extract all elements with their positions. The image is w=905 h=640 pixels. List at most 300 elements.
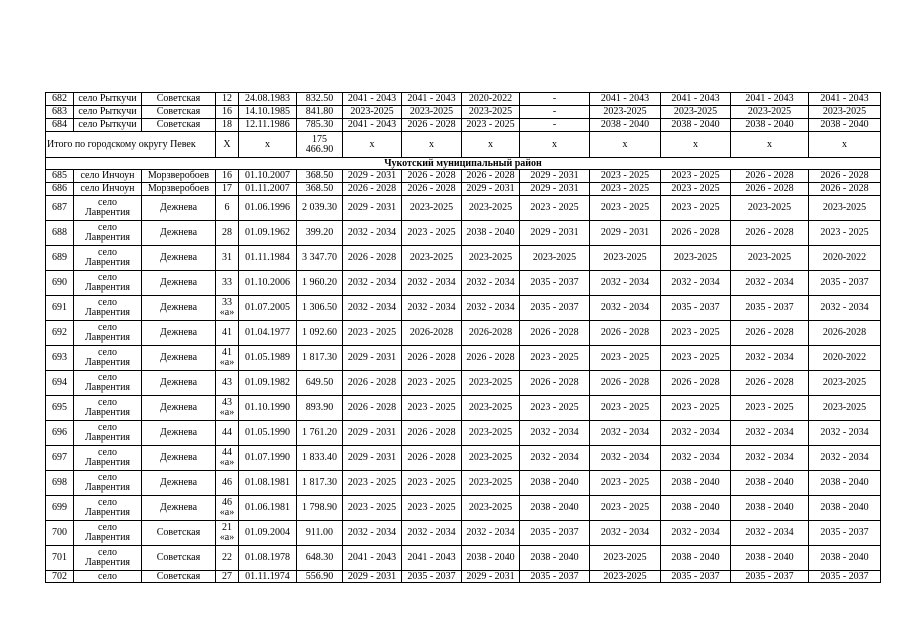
house-cell: 44 «а» [216, 446, 239, 471]
table-body [46, 93, 881, 583]
area-cell: 1 960.20 [297, 271, 343, 296]
house-cell: 6 [216, 196, 239, 221]
period-cell: 2038 - 2040 [809, 471, 881, 496]
period-cell: 2041 - 2043 [809, 93, 881, 106]
row-number: 683 [46, 106, 74, 119]
house-cell: 22 [216, 546, 239, 571]
period-cell: 2029 - 2031 [520, 183, 590, 196]
period-cell: 2023-2025 [590, 546, 661, 571]
period-cell: 2032 - 2034 [590, 271, 661, 296]
area-cell: 893.90 [297, 396, 343, 421]
period-cell: 2026 - 2028 [520, 371, 590, 396]
street-cell: Дежнева [142, 496, 216, 521]
period-cell: 2038 - 2040 [520, 496, 590, 521]
total-x-mark: х [661, 132, 731, 158]
date-cell: 01.09.1962 [239, 221, 297, 246]
period-cell: 2023-2025 [661, 246, 731, 271]
period-cell: 2026 - 2028 [462, 170, 520, 183]
house-cell: 28 [216, 221, 239, 246]
street-cell: Дежнева [142, 421, 216, 446]
table-row [46, 106, 881, 119]
street-cell: Морзверобоев [142, 170, 216, 183]
table-row [46, 93, 881, 106]
period-cell: 2032 - 2034 [462, 271, 520, 296]
period-cell: 2023-2025 [731, 196, 809, 221]
date-cell: 01.09.2004 [239, 521, 297, 546]
date-cell: 01.06.1981 [239, 496, 297, 521]
street-cell: Дежнева [142, 321, 216, 346]
period-cell: 2020-2022 [809, 346, 881, 371]
period-cell: 2029 - 2031 [462, 183, 520, 196]
period-cell: 2032 - 2034 [731, 271, 809, 296]
period-cell: 2041 - 2043 [731, 93, 809, 106]
period-cell: 2032 - 2034 [402, 521, 462, 546]
repair-schedule-table [45, 92, 881, 583]
house-cell: 18 [216, 119, 239, 132]
period-cell: 2038 - 2040 [731, 496, 809, 521]
table-row [46, 446, 881, 471]
house-cell: 16 [216, 106, 239, 119]
area-cell: 3 347.70 [297, 246, 343, 271]
period-cell: 2023 - 2025 [520, 346, 590, 371]
house-cell: 27 [216, 571, 239, 583]
table-row [46, 346, 881, 371]
street-cell: Дежнева [142, 271, 216, 296]
period-cell: 2029 - 2031 [343, 446, 402, 471]
total-x-mark: х [590, 132, 661, 158]
row-number: 698 [46, 471, 74, 496]
period-cell: 2023 - 2025 [661, 170, 731, 183]
period-cell: 2023 - 2025 [590, 471, 661, 496]
date-cell: 01.10.2006 [239, 271, 297, 296]
table-row [46, 371, 881, 396]
period-cell: 2023-2025 [462, 196, 520, 221]
document-page [45, 92, 880, 583]
table-row [46, 119, 881, 132]
total-x-mark: х [462, 132, 520, 158]
settlement-cell: село Лаврентия [74, 521, 142, 546]
period-cell: 2023-2025 [462, 106, 520, 119]
period-cell: 2041 - 2043 [590, 93, 661, 106]
settlement-cell: село Лаврентия [74, 221, 142, 246]
period-cell: 2029 - 2031 [343, 170, 402, 183]
period-cell: 2023-2025 [462, 396, 520, 421]
row-number: 690 [46, 271, 74, 296]
period-cell: 2026 - 2028 [402, 421, 462, 446]
period-cell: 2041 - 2043 [343, 119, 402, 132]
period-cell: 2029 - 2031 [343, 421, 402, 446]
period-cell: 2041 - 2043 [402, 93, 462, 106]
period-cell: 2038 - 2040 [809, 119, 881, 132]
period-cell: 2032 - 2034 [731, 421, 809, 446]
table-row [46, 296, 881, 321]
period-cell: 2038 - 2040 [809, 546, 881, 571]
area-cell: 841.80 [297, 106, 343, 119]
period-cell: 2032 - 2034 [343, 296, 402, 321]
table-row [46, 546, 881, 571]
period-cell: 2035 - 2037 [520, 521, 590, 546]
period-cell: 2029 - 2031 [590, 221, 661, 246]
period-cell: 2023-2025 [402, 196, 462, 221]
total-x-mark: х [520, 132, 590, 158]
period-cell: 2032 - 2034 [343, 521, 402, 546]
date-cell: 24.08.1983 [239, 93, 297, 106]
period-cell: 2029 - 2031 [520, 170, 590, 183]
period-cell: 2026 - 2028 [731, 321, 809, 346]
street-cell: Советская [142, 546, 216, 571]
period-cell: 2038 - 2040 [731, 471, 809, 496]
settlement-cell: село Лаврентия [74, 246, 142, 271]
section-row [46, 158, 881, 170]
street-cell: Дежнева [142, 396, 216, 421]
table-row [46, 221, 881, 246]
period-cell: 2032 - 2034 [661, 521, 731, 546]
period-cell: 2035 - 2037 [661, 296, 731, 321]
table-row [46, 496, 881, 521]
house-cell: 33 [216, 271, 239, 296]
period-cell: 2023-2025 [590, 571, 661, 583]
period-cell: - [520, 93, 590, 106]
house-cell: 17 [216, 183, 239, 196]
period-cell: 2023 - 2025 [520, 396, 590, 421]
period-cell: 2026 - 2028 [343, 396, 402, 421]
period-cell: 2032 - 2034 [809, 296, 881, 321]
period-cell: 2032 - 2034 [661, 421, 731, 446]
total-row [46, 132, 881, 158]
period-cell: 2041 - 2043 [343, 546, 402, 571]
settlement-cell: село Лаврентия [74, 321, 142, 346]
period-cell: 2038 - 2040 [661, 496, 731, 521]
area-cell: 1 761.20 [297, 421, 343, 446]
street-cell: Советская [142, 521, 216, 546]
street-cell: Дежнева [142, 246, 216, 271]
period-cell: 2038 - 2040 [661, 471, 731, 496]
row-number: 684 [46, 119, 74, 132]
period-cell: 2032 - 2034 [661, 446, 731, 471]
house-cell: 46 [216, 471, 239, 496]
period-cell: 2026 - 2028 [402, 119, 462, 132]
row-number: 700 [46, 521, 74, 546]
date-cell: 01.11.1974 [239, 571, 297, 583]
row-number: 693 [46, 346, 74, 371]
date-cell: 01.09.1982 [239, 371, 297, 396]
period-cell: 2023-2025 [402, 246, 462, 271]
period-cell: 2035 - 2037 [661, 571, 731, 583]
area-cell: 1 306.50 [297, 296, 343, 321]
settlement-cell: село Лаврентия [74, 271, 142, 296]
house-cell: 41 «а» [216, 346, 239, 371]
period-cell: 2023-2025 [462, 421, 520, 446]
period-cell: 2038 - 2040 [462, 221, 520, 246]
period-cell: 2023 - 2025 [661, 183, 731, 196]
total-x-mark: X [216, 132, 239, 158]
total-x-mark: х [731, 132, 809, 158]
date-cell: 01.05.1989 [239, 346, 297, 371]
period-cell: 2026 - 2028 [809, 170, 881, 183]
period-cell: 2026 - 2028 [590, 371, 661, 396]
area-cell: 911.00 [297, 521, 343, 546]
period-cell: 2023-2025 [462, 471, 520, 496]
area-cell: 832.50 [297, 93, 343, 106]
date-cell: 01.06.1996 [239, 196, 297, 221]
period-cell: 2023-2025 [731, 106, 809, 119]
house-cell: 21 «а» [216, 521, 239, 546]
settlement-cell: село Лаврентия [74, 196, 142, 221]
total-x-mark: х [809, 132, 881, 158]
house-cell: 43 [216, 371, 239, 396]
period-cell: 2023 - 2025 [590, 183, 661, 196]
table-row [46, 246, 881, 271]
period-cell: - [520, 119, 590, 132]
period-cell: 2035 - 2037 [809, 271, 881, 296]
row-number: 689 [46, 246, 74, 271]
period-cell: 2029 - 2031 [520, 221, 590, 246]
total-x-mark: х [343, 132, 402, 158]
street-cell: Морзверобоев [142, 183, 216, 196]
settlement-cell: село Рыткучи [74, 106, 142, 119]
street-cell: Дежнева [142, 196, 216, 221]
settlement-cell: село Лаврентия [74, 371, 142, 396]
house-cell: 33 «а» [216, 296, 239, 321]
period-cell: 2032 - 2034 [731, 446, 809, 471]
period-cell: 2032 - 2034 [462, 521, 520, 546]
table-row [46, 471, 881, 496]
street-cell: Дежнева [142, 371, 216, 396]
date-cell: 01.08.1978 [239, 546, 297, 571]
period-cell: 2023 - 2025 [402, 471, 462, 496]
total-area: 175 466.90 [297, 132, 343, 158]
table-row [46, 183, 881, 196]
period-cell: 2032 - 2034 [731, 521, 809, 546]
period-cell: 2026 - 2028 [731, 183, 809, 196]
period-cell: 2026 - 2028 [731, 221, 809, 246]
period-cell: 2032 - 2034 [731, 346, 809, 371]
house-cell: 12 [216, 93, 239, 106]
period-cell: 2038 - 2040 [590, 119, 661, 132]
period-cell: 2032 - 2034 [462, 296, 520, 321]
period-cell: 2041 - 2043 [661, 93, 731, 106]
date-cell: 12.11.1986 [239, 119, 297, 132]
period-cell: 2020-2022 [462, 93, 520, 106]
period-cell: 2023 - 2025 [343, 321, 402, 346]
row-number: 691 [46, 296, 74, 321]
period-cell: 2023-2025 [520, 246, 590, 271]
period-cell: 2038 - 2040 [731, 119, 809, 132]
period-cell: 2032 - 2034 [520, 421, 590, 446]
period-cell: 2023-2025 [462, 246, 520, 271]
period-cell: 2038 - 2040 [462, 546, 520, 571]
period-cell: 2035 - 2037 [809, 571, 881, 583]
row-number: 685 [46, 170, 74, 183]
date-cell: 01.05.1990 [239, 421, 297, 446]
row-number: 687 [46, 196, 74, 221]
period-cell: - [520, 106, 590, 119]
period-cell: 2026 - 2028 [590, 321, 661, 346]
period-cell: 2035 - 2037 [731, 296, 809, 321]
house-cell: 46 «а» [216, 496, 239, 521]
settlement-cell: село Лаврентия [74, 446, 142, 471]
settlement-cell: село Лаврентия [74, 296, 142, 321]
date-cell: 01.11.2007 [239, 183, 297, 196]
house-cell: 44 [216, 421, 239, 446]
area-cell: 2 039.30 [297, 196, 343, 221]
period-cell: 2020-2022 [809, 246, 881, 271]
period-cell: 2023 - 2025 [520, 196, 590, 221]
period-cell: 2023 - 2025 [462, 119, 520, 132]
period-cell: 2023-2025 [731, 246, 809, 271]
period-cell: 2032 - 2034 [402, 271, 462, 296]
period-cell: 2026 - 2028 [402, 346, 462, 371]
period-cell: 2023 - 2025 [343, 471, 402, 496]
period-cell: 2023-2025 [462, 496, 520, 521]
period-cell: 2023 - 2025 [590, 496, 661, 521]
date-cell: 01.10.2007 [239, 170, 297, 183]
settlement-cell: село Лаврентия [74, 496, 142, 521]
settlement-cell: село Инчоун [74, 170, 142, 183]
table-row [46, 396, 881, 421]
house-cell: 31 [216, 246, 239, 271]
table-row [46, 271, 881, 296]
table-row [46, 321, 881, 346]
period-cell: 2023 - 2025 [661, 196, 731, 221]
period-cell: 2023-2025 [809, 396, 881, 421]
settlement-cell: село Рыткучи [74, 119, 142, 132]
settlement-cell: село Лаврентия [74, 346, 142, 371]
period-cell: 2023 - 2025 [661, 321, 731, 346]
settlement-cell: село Инчоун [74, 183, 142, 196]
row-number: 702 [46, 571, 74, 583]
period-cell: 2035 - 2037 [520, 571, 590, 583]
settlement-cell: село Лаврентия [74, 421, 142, 446]
settlement-cell: село Лаврентия [74, 471, 142, 496]
date-cell: 14.10.1985 [239, 106, 297, 119]
table-row [46, 170, 881, 183]
row-number: 694 [46, 371, 74, 396]
period-cell: 2026 - 2028 [402, 183, 462, 196]
street-cell: Дежнева [142, 471, 216, 496]
date-cell: 01.08.1981 [239, 471, 297, 496]
period-cell: 2026 - 2028 [520, 321, 590, 346]
period-cell: 2038 - 2040 [731, 546, 809, 571]
date-cell: 01.04.1977 [239, 321, 297, 346]
row-number: 701 [46, 546, 74, 571]
house-cell: 41 [216, 321, 239, 346]
table-row [46, 196, 881, 221]
street-cell: Советская [142, 106, 216, 119]
period-cell: 2032 - 2034 [590, 446, 661, 471]
period-cell: 2026 - 2028 [343, 371, 402, 396]
period-cell: 2026 - 2028 [661, 221, 731, 246]
period-cell: 2029 - 2031 [343, 571, 402, 583]
area-cell: 1 817.30 [297, 346, 343, 371]
period-cell: 2023 - 2025 [402, 371, 462, 396]
period-cell: 2032 - 2034 [402, 296, 462, 321]
total-x-mark: х [239, 132, 297, 158]
period-cell: 2041 - 2043 [343, 93, 402, 106]
period-cell: 2035 - 2037 [520, 296, 590, 321]
date-cell: 01.07.2005 [239, 296, 297, 321]
street-cell: Дежнева [142, 296, 216, 321]
period-cell: 2038 - 2040 [661, 119, 731, 132]
row-number: 682 [46, 93, 74, 106]
period-cell: 2032 - 2034 [809, 446, 881, 471]
settlement-cell: село Лаврентия [74, 396, 142, 421]
period-cell: 2035 - 2037 [520, 271, 590, 296]
period-cell: 2023 - 2025 [590, 346, 661, 371]
period-cell: 2023-2025 [590, 246, 661, 271]
period-cell: 2023-2025 [402, 106, 462, 119]
period-cell: 2032 - 2034 [520, 446, 590, 471]
house-cell: 16 [216, 170, 239, 183]
street-cell: Дежнева [142, 221, 216, 246]
street-cell: Дежнева [142, 346, 216, 371]
period-cell: 2026 - 2028 [809, 183, 881, 196]
street-cell: Советская [142, 571, 216, 583]
area-cell: 1 817.30 [297, 471, 343, 496]
area-cell: 1 092.60 [297, 321, 343, 346]
period-cell: 2023-2025 [462, 446, 520, 471]
row-number: 688 [46, 221, 74, 246]
period-cell: 2023 - 2025 [343, 496, 402, 521]
period-cell: 2032 - 2034 [661, 271, 731, 296]
period-cell: 2026 - 2028 [343, 183, 402, 196]
period-cell: 2026 - 2028 [661, 371, 731, 396]
row-number: 686 [46, 183, 74, 196]
period-cell: 2032 - 2034 [590, 521, 661, 546]
period-cell: 2023 - 2025 [590, 396, 661, 421]
period-cell: 2032 - 2034 [343, 271, 402, 296]
period-cell: 2026 - 2028 [462, 346, 520, 371]
area-cell: 1 833.40 [297, 446, 343, 471]
house-cell: 43 «а» [216, 396, 239, 421]
period-cell: 2023-2025 [343, 106, 402, 119]
period-cell: 2023-2025 [809, 371, 881, 396]
period-cell: 2038 - 2040 [809, 496, 881, 521]
row-number: 696 [46, 421, 74, 446]
settlement-cell: село Рыткучи [74, 93, 142, 106]
period-cell: 2023 - 2025 [661, 396, 731, 421]
period-cell: 2026 - 2028 [402, 170, 462, 183]
period-cell: 2029 - 2031 [462, 571, 520, 583]
total-x-mark: х [402, 132, 462, 158]
period-cell: 2026 - 2028 [731, 170, 809, 183]
period-cell: 2038 - 2040 [520, 471, 590, 496]
settlement-cell: село Лаврентия [74, 546, 142, 571]
period-cell: 2026-2028 [462, 321, 520, 346]
period-cell: 2026 - 2028 [343, 246, 402, 271]
date-cell: 01.10.1990 [239, 396, 297, 421]
period-cell: 2023 - 2025 [590, 170, 661, 183]
period-cell: 2023 - 2025 [590, 196, 661, 221]
area-cell: 1 798.90 [297, 496, 343, 521]
period-cell: 2023 - 2025 [731, 396, 809, 421]
area-cell: 399.20 [297, 221, 343, 246]
period-cell: 2023 - 2025 [402, 496, 462, 521]
settlement-cell: село [74, 571, 142, 583]
period-cell: 2026 - 2028 [402, 446, 462, 471]
period-cell: 2035 - 2037 [402, 571, 462, 583]
date-cell: 01.11.1984 [239, 246, 297, 271]
period-cell: 2023-2025 [809, 196, 881, 221]
period-cell: 2035 - 2037 [731, 571, 809, 583]
period-cell: 2023-2025 [590, 106, 661, 119]
period-cell: 2026 - 2028 [731, 371, 809, 396]
period-cell: 2032 - 2034 [809, 421, 881, 446]
period-cell: 2023 - 2025 [402, 221, 462, 246]
period-cell: 2035 - 2037 [809, 521, 881, 546]
area-cell: 648.30 [297, 546, 343, 571]
row-number: 697 [46, 446, 74, 471]
